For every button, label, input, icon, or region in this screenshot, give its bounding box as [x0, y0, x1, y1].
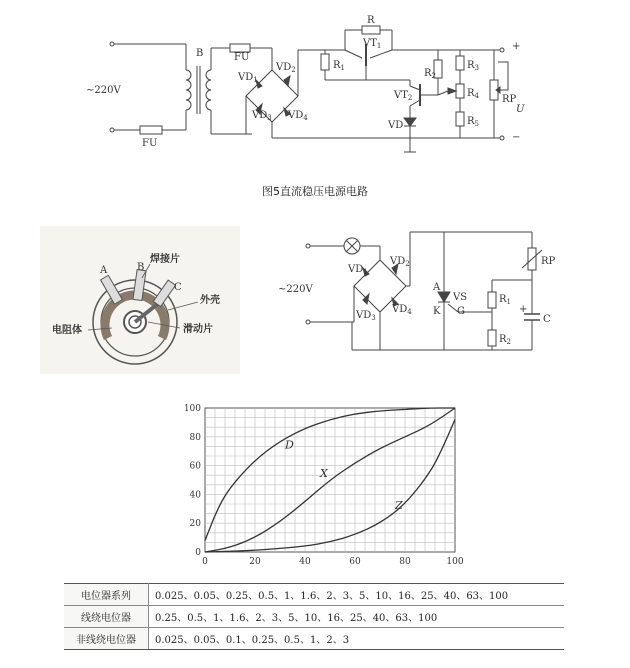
resistor-r [362, 26, 380, 34]
y-tick-label: 100 [183, 404, 201, 414]
c2-rp-label: RP [541, 256, 556, 267]
table-row [64, 584, 564, 606]
thyristor-cathode-label: K [433, 306, 441, 317]
y-tick-label: 40 [189, 490, 201, 501]
r-label: R [367, 15, 375, 26]
resistor-body-label: 电阻体 [52, 325, 82, 336]
c2-vd3-label: $VD_3$ [356, 310, 376, 322]
resistor-r3 [456, 56, 464, 70]
thyristor-vs-label: VS [453, 292, 468, 303]
thyristor-gate-label: G [457, 306, 465, 317]
vd3-label: $VD_3$ [252, 110, 272, 122]
fuse-bottom-label: FU [142, 138, 158, 149]
y-tick-label: 80 [189, 432, 201, 443]
x-tick-label: 100 [446, 557, 464, 567]
shell-label: 外壳 [200, 295, 220, 306]
c2-r2-label: $R_2$ [499, 334, 511, 346]
vt1-label: $VT_1$ [363, 38, 382, 50]
plus-label: + [512, 41, 521, 52]
c2-vd2-label: $VD_2$ [390, 256, 410, 268]
rp-label: RP [502, 94, 517, 105]
dc-power-supply-labels [86, 15, 525, 149]
transformer-primary [186, 70, 191, 110]
output-terminal-minus [500, 136, 504, 140]
c2-r1-label: $R_1$ [499, 294, 511, 306]
c2-r1 [488, 292, 496, 308]
r4-label: $R_4$ [467, 88, 479, 100]
c2-r2 [488, 330, 496, 346]
vd-label: VD [388, 120, 404, 131]
r2-label: $R_2$ [424, 68, 436, 80]
series-label-z: Z [395, 498, 403, 512]
resistor-r5 [456, 112, 464, 126]
transformer-secondary [206, 70, 211, 110]
x-tick-label: 0 [202, 557, 208, 567]
minus-label: − [512, 132, 521, 143]
x-tick-label: 80 [399, 557, 411, 567]
c2-vd1-label: $VD_1$ [348, 264, 368, 276]
r3-label: $R_3$ [467, 60, 479, 72]
x-tick-label: 20 [249, 557, 261, 567]
potentiometer-series-table [64, 583, 564, 650]
y-tick-label: 60 [189, 461, 201, 472]
fuse-top-label: FU [234, 52, 250, 63]
slider-label: 滑动片 [183, 324, 213, 335]
row-values: 0.25、0.5、1、1.6、2、3、5、10、16、25、40、63、100 [149, 606, 565, 628]
c2-cap-plus-label: + [519, 304, 528, 315]
vd4-label: $VD_4$ [288, 110, 308, 122]
transformer-label: B [196, 48, 204, 59]
row-values: 0.025、0.05、0.25、0.5、1、1.6、2、3、5、10、16、25、40、63、100 [149, 584, 565, 606]
c2-input-top [306, 244, 310, 248]
row-label: 线绕电位器 [64, 606, 149, 628]
c2-input-bottom [306, 320, 310, 324]
diode-vd2-icon [284, 76, 290, 86]
output-u-label: U [516, 104, 525, 115]
row-label: 电位器系列 [64, 584, 149, 606]
vd1-label: $VD_1$ [238, 72, 258, 84]
weld-tab-label: 焊接片 [150, 254, 180, 265]
resistor-r1 [321, 54, 329, 70]
thyristor-circuit-labels [278, 256, 556, 346]
r4-wiper-icon [448, 88, 456, 94]
input-terminal-top [110, 42, 114, 46]
row-values: 0.025、0.05、0.1、0.25、0.5、1、2、3 [149, 628, 565, 650]
c2-input-label: ~220V [278, 284, 313, 295]
y-tick-label: 20 [189, 519, 201, 530]
x-tick-label: 60 [349, 557, 361, 567]
r1-label: $R_1$ [333, 60, 345, 72]
input-terminal-bottom [110, 128, 114, 132]
thyristor-vs-icon [438, 292, 450, 302]
vd2-label: $VD_2$ [276, 62, 296, 74]
series-label-x: X [320, 467, 328, 481]
fuse-top [230, 44, 250, 52]
input-voltage-label: ~220V [86, 85, 121, 96]
x-tick-label: 40 [299, 557, 311, 567]
resistance-curve-chart [184, 404, 464, 567]
row-label: 非线绕电位器 [64, 628, 149, 650]
vt2-label: $VT_2$ [394, 90, 413, 102]
c2-vd4-label: $VD_4$ [392, 304, 412, 316]
c2-c-label: C [543, 314, 551, 325]
output-terminal-plus [500, 48, 504, 52]
fuse-bottom [140, 126, 162, 134]
pot-a-label: A [100, 265, 108, 276]
series-label-d: D [285, 438, 294, 452]
dc-power-supply-circuit [110, 26, 508, 152]
table-row [64, 606, 564, 628]
r5-label: $R_5$ [467, 116, 479, 128]
thyristor-anode-label: A [433, 282, 441, 293]
zener-vd-icon [404, 118, 416, 126]
thyristor-circuit [306, 232, 542, 350]
pot-b-label: B [137, 262, 145, 273]
figure5-caption: 图5直流稳压电源电路 [262, 185, 368, 198]
table-row [64, 628, 564, 650]
y-tick-label: 0 [195, 548, 201, 558]
pot-c-label: C [174, 282, 182, 293]
